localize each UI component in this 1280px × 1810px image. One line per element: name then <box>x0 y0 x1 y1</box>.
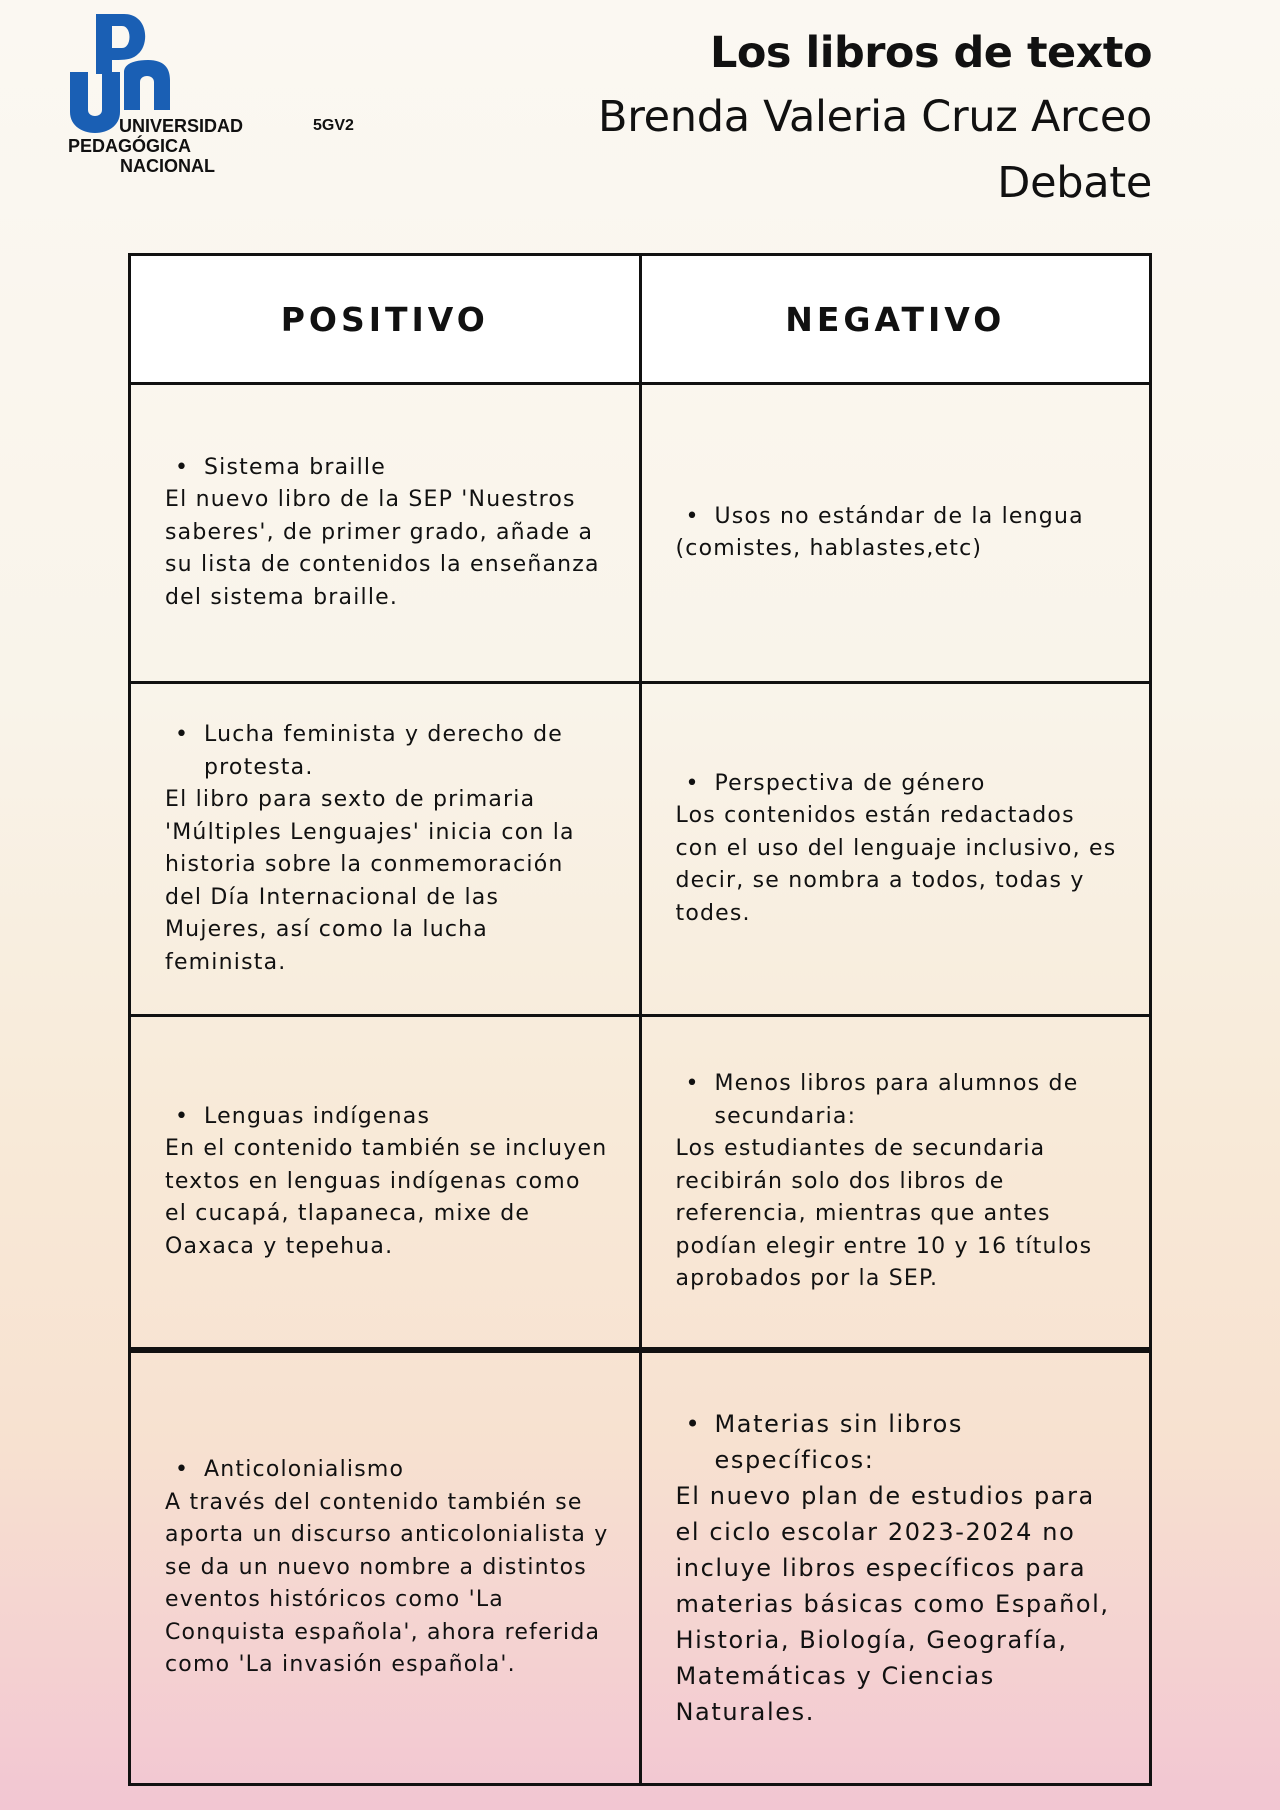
point-title: • Anticolonialismo <box>165 1454 609 1487</box>
point-title: • Materias sin libros específicos: <box>676 1406 1120 1478</box>
point-text: El nuevo plan de estudios para el ciclo escolar 2023-2024 no incluye libros específicos para materias básicas como Español, Historia, Biología, Geografía, Matemáticas y Ciencias Naturales. <box>675 1482 1110 1726</box>
point-title: • Sistema braille <box>165 452 609 485</box>
point-text: (comistes, hablastes,etc) <box>675 536 983 561</box>
positive-cell <box>130 1016 641 1351</box>
point-title: • Menos libros para alumnos de secundaria: <box>676 1068 1120 1133</box>
point-text: A través del contenido también se aporta un discurso anticolonialista y se da un nuevo nombre a distintos eventos históricos como 'La Conquista española', ahora referida como 'La invasión española'. <box>165 1489 609 1678</box>
logo-line-2: PEDAGÓGICA <box>68 136 192 156</box>
table-row <box>130 1016 1151 1351</box>
university-logo <box>68 14 268 184</box>
column-header-negative: NEGATIVO <box>640 255 1151 384</box>
document-title: Los libros de texto <box>709 28 1152 78</box>
column-header-positive: POSITIVO <box>130 255 641 384</box>
point-text: El nuevo libro de la SEP 'Nuestros saberes', de primer grado, añade a su lista de contenidos la enseñanza del sistema braille. <box>165 487 600 610</box>
point-text: Los contenidos están redactados con el uso del lenguaje inclusivo, es decir, se nombra a todos, todas y todes. <box>675 803 1117 926</box>
positive-cell <box>130 1350 641 1785</box>
point-title: • Usos no estándar de la lengua <box>676 501 1120 534</box>
point-text: En el contenido también se incluyen textos en lenguas indígenas como el cucapá, tlapaneca, mixe de Oaxaca y tepehua. <box>165 1136 608 1259</box>
positive-cell <box>130 384 641 683</box>
table-row <box>130 683 1151 1016</box>
positive-cell <box>130 683 641 1016</box>
table-row <box>130 1350 1151 1785</box>
negative-cell <box>640 1016 1151 1351</box>
point-title: • Lucha feminista y derecho de protesta. <box>165 719 609 784</box>
debate-table <box>128 253 1152 1786</box>
table-row <box>130 384 1151 683</box>
point-title: • Lenguas indígenas <box>165 1101 609 1134</box>
logo-line-1: UNIVERSIDAD <box>119 116 244 136</box>
document-type: Debate <box>997 158 1152 208</box>
negative-cell <box>640 683 1151 1016</box>
author-name: Brenda Valeria Cruz Arceo <box>598 92 1152 142</box>
negative-cell <box>640 384 1151 683</box>
point-title: • Perspectiva de género <box>676 768 1120 801</box>
header <box>598 22 1152 216</box>
group-code: 5GV2 <box>313 117 354 134</box>
logo-line-3: NACIONAL <box>120 156 215 176</box>
point-text: Los estudiantes de secundaria recibirán solo dos libros de referencia, mientras que antes podían elegir entre 10 y 16 títulos aprobados por la SEP. <box>675 1136 1093 1292</box>
negative-cell <box>640 1350 1151 1785</box>
point-text: El libro para sexto de primaria 'Múltiples Lenguajes' inicia con la historia sobre la conmemoración del Día Internacional de las Mujeres, así como la lucha feminista. <box>165 787 575 975</box>
